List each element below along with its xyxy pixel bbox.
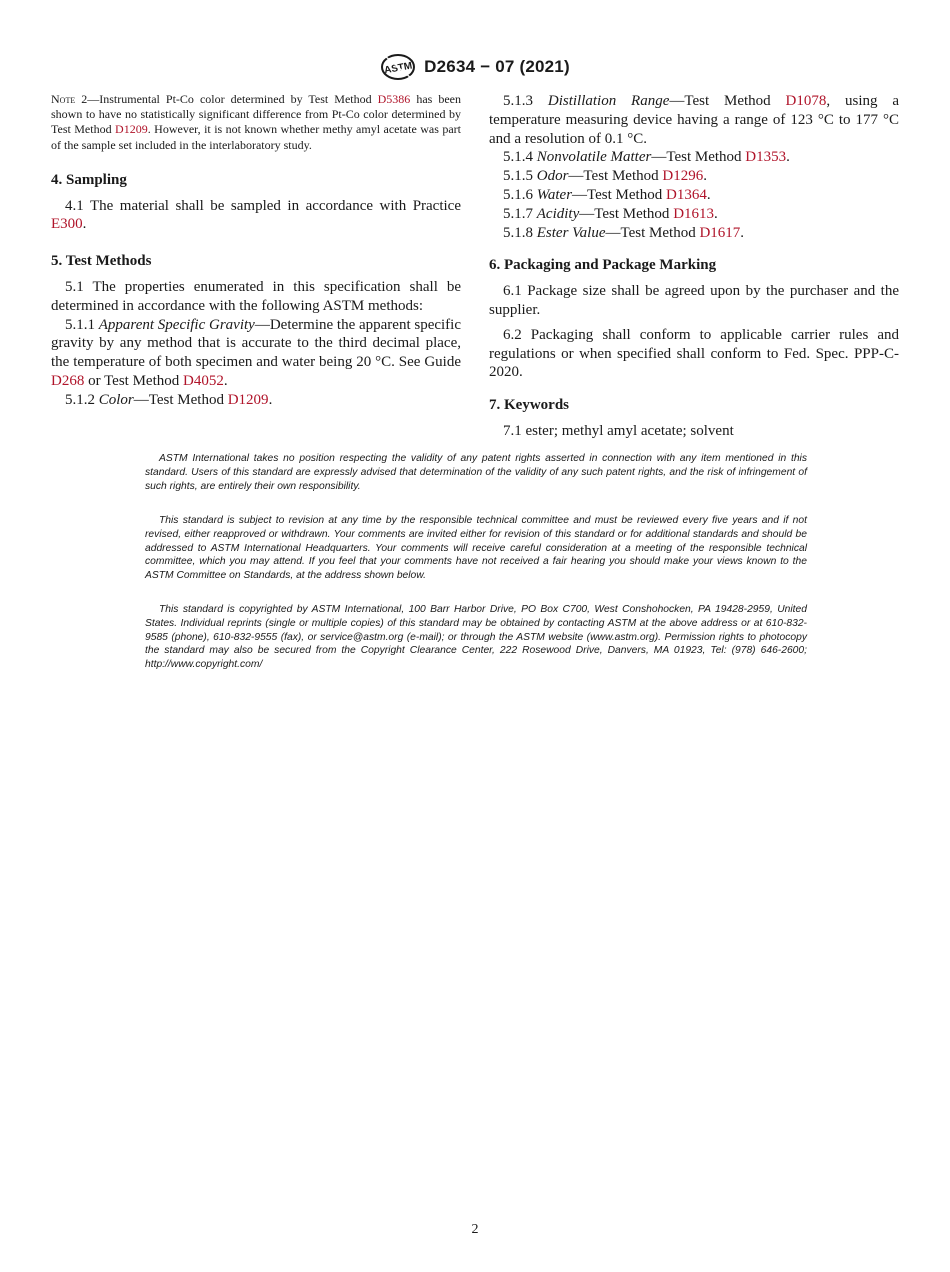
- para-5-1-6-num: 5.1.6: [503, 186, 537, 203]
- para-6-2: 6.2 Packaging shall conform to applicable carrier rules and regulations or when specified shall conform to Fed. Spec. PPP-C-2020.: [489, 326, 899, 381]
- ref-d1617-link[interactable]: D1617: [699, 224, 741, 241]
- para-5-1-4-text: —Test Method: [651, 149, 746, 166]
- para-5-1-8: [489, 224, 899, 243]
- left-column: [51, 92, 461, 410]
- note-text-mid: has been shown to have no statistically significant difference from Pt-Co color determined by Test Method: [51, 92, 461, 137]
- para-4-1-text: 4.1 The material shall be sampled in accordance with Practice: [65, 197, 461, 214]
- para-5-1-3-text: —Test Method: [669, 93, 786, 109]
- ref-d1364-link[interactable]: D1364: [665, 186, 707, 203]
- revision-notice-text: This standard is subject to revision at any time by the responsible technical committee and must be reviewed every five years and if not revised, either reapproved or withdrawn. Your comments are invited either for revision of this standard or for additional standards and should be addressed to ASTM International Headquarters. Your comments will receive careful consideration at a meeting of the responsible technical committee, which you may attend. If you feel that your comments have not received a fair hearing you should make your views known to the ASTM Committee on Standards, at the address shown below.: [145, 515, 807, 582]
- page-header: [0, 52, 950, 87]
- note-text-end: . However, it is not known whether methy amyl acetate was part of the sample set included in the interlaboratory study.: [51, 122, 461, 152]
- para-7-1: 7.1 ester; methyl amyl acetate; solvent: [503, 422, 734, 439]
- para-5-1-2: [51, 391, 461, 410]
- ref-e300-link[interactable]: E300: [51, 216, 83, 233]
- ref-d268-link[interactable]: D268: [51, 372, 85, 389]
- para-5-1-6-text: —Test Method: [572, 186, 666, 203]
- para-5-1-8-num: 5.1.8: [503, 224, 537, 241]
- para-5-1-2-num: 5.1.2: [65, 391, 99, 408]
- ref-d1613-link[interactable]: D1613: [673, 205, 715, 222]
- para-5-1-5-text: —Test Method: [568, 168, 663, 185]
- para-5-1-7-text: —Test Method: [579, 205, 674, 222]
- ref-d1353-link[interactable]: D1353: [745, 149, 787, 166]
- para-5-1-1: [51, 316, 461, 391]
- para-5-1-5-title: Odor: [536, 168, 569, 185]
- ref-d1209-link-2[interactable]: D1209: [227, 391, 269, 408]
- para-5-1-5-end: .: [703, 168, 707, 185]
- svg-text:ASTM: ASTM: [383, 60, 414, 77]
- para-5-1-5-num: 5.1.5: [503, 168, 537, 185]
- note-label: Note: [51, 92, 76, 106]
- para-5-1-7-num: 5.1.7: [503, 205, 537, 222]
- para-5-1-1-end: .: [223, 372, 228, 389]
- para-5-1: 5.1 The properties enumerated in this specification shall be determined in accordance with the following ASTM methods:: [51, 279, 461, 314]
- para-5-1-2-title: Color: [98, 391, 134, 408]
- para-6-1: 6.1 Package size shall be agreed upon by the purchaser and the supplier.: [489, 283, 899, 318]
- note-text: 2—Instrumental Pt-Co color determined by Test Method: [75, 92, 378, 106]
- section-6-heading: 6. Packaging and Package Marking: [489, 257, 717, 274]
- ref-d1296-link[interactable]: D1296: [662, 168, 704, 185]
- para-5-1-7-end: .: [714, 205, 718, 222]
- section-7-heading: 7. Keywords: [489, 397, 569, 414]
- para-5-1-4: [489, 148, 899, 167]
- para-4-1: [51, 197, 461, 235]
- section-5-heading: 5. Test Methods: [51, 253, 152, 270]
- section-4-heading: 4. Sampling: [51, 171, 127, 188]
- para-5-1-5: [489, 167, 899, 186]
- para-4-1-end: .: [82, 216, 87, 233]
- para-5-1-6-end: .: [706, 186, 711, 203]
- para-5-1-3: [489, 92, 899, 148]
- astm-logo-icon: [380, 52, 416, 82]
- copyright-notice-text: This standard is copyrighted by ASTM International, 100 Barr Harbor Drive, PO Box C700, West Conshohocken, PA 19428-2959, United States. Individual reprints (single or multiple copies) of this standard may be obtained by contacting ASTM at the above address or at 610-832-9585 (phone), 610-832-9555 (fax), or service@astm.org (e-mail); or through the ASTM website (www.astm.org). Permission rights to photocopy the standard may also be secured from the Copyright Clearance Center, 222 Rosewood Drive, Danvers, MA 01923, Tel: (978) 646-2600; http://www.copyright.com/: [145, 604, 807, 671]
- right-column: [489, 92, 899, 441]
- para-5-1-4-end: .: [786, 149, 790, 166]
- para-5-1-4-title: Nonvolatile Matter: [536, 149, 652, 166]
- ref-d1209-link[interactable]: D1209: [115, 122, 148, 137]
- para-5-1-3-title: Distillation Range: [547, 93, 670, 109]
- ref-d4052-link[interactable]: D4052: [183, 372, 224, 389]
- page-number: 2: [471, 1222, 479, 1237]
- para-5-1-3-num: 5.1.3: [503, 93, 548, 109]
- para-5-1-2-text: —Test Method: [133, 391, 228, 408]
- para-5-1-1-mid: or Test Method: [84, 372, 184, 389]
- para-5-1-2-end: .: [268, 391, 273, 408]
- para-5-1-6-title: Water: [536, 186, 573, 203]
- copyright-notice: [145, 603, 807, 672]
- para-5-1-7: [489, 205, 899, 224]
- para-5-1-6: [489, 186, 899, 205]
- ref-d5386-link[interactable]: D5386: [377, 92, 411, 106]
- para-5-1-1-title: Apparent Specific Gravity: [98, 316, 255, 333]
- document-designation: D2634 − 07 (2021): [424, 57, 570, 76]
- patent-notice-text: ASTM International takes no position respecting the validity of any patent rights asserted in connection with any item mentioned in this standard. Users of this standard are expressly advised that determination of the validity of any such patent rights, and the risk of infringement of such rights, are entirely their own responsibility.: [145, 453, 807, 492]
- revision-notice: [145, 514, 807, 583]
- ref-d1078-link[interactable]: D1078: [785, 93, 827, 109]
- para-5-1-8-text: —Test Method: [605, 224, 700, 241]
- para-5-1-3-end: , using a temperature measuring device having a range of 123 °C to 177 °C and a resolution of 0.1 °C.: [489, 93, 899, 147]
- para-5-1-1-text: —Determine the apparent specific gravity by any method that is accurate to the third decimal place, the temperature of both specimen and water being 20 °C. See Guide: [51, 316, 462, 371]
- para-5-1-1-num: 5.1.1: [65, 316, 99, 333]
- para-5-1-8-end: .: [740, 224, 745, 241]
- note-2: [51, 92, 461, 153]
- para-5-1-4-num: 5.1.4: [503, 149, 537, 166]
- patent-notice: [145, 452, 807, 493]
- para-5-1-7-title: Acidity: [536, 205, 580, 222]
- para-5-1-8-title: Ester Value: [536, 224, 606, 241]
